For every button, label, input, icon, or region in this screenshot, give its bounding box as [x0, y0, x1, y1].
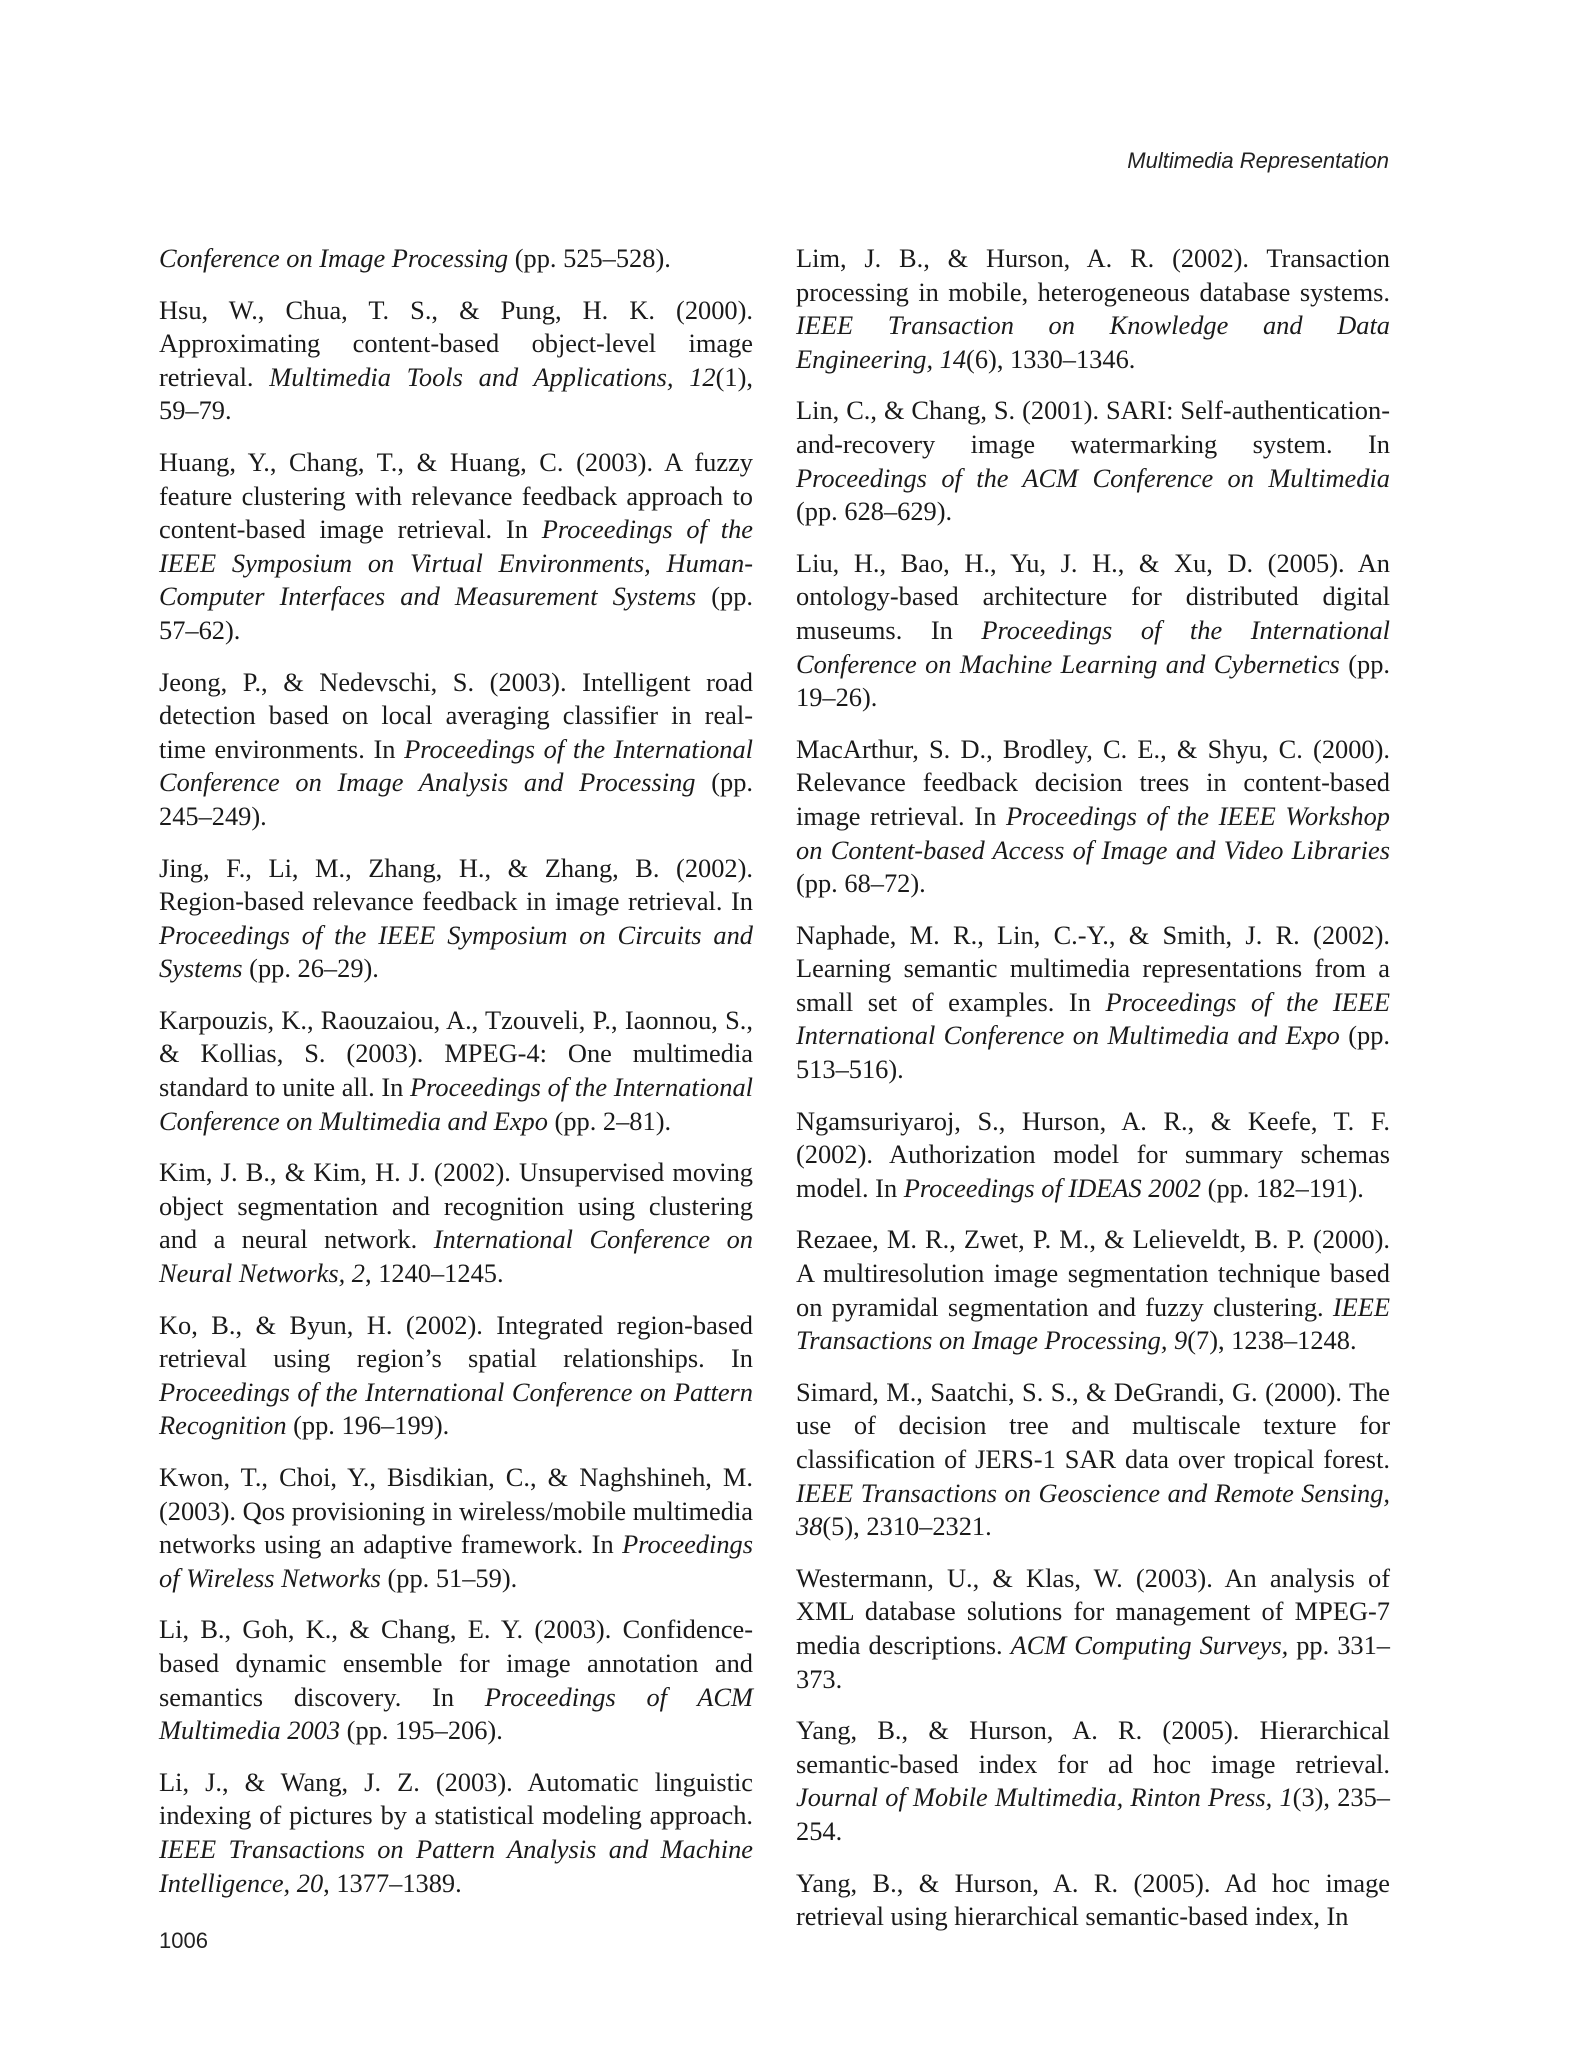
- reference-text: Simard, M., Saatchi, S. S., & DeGrandi, G. (2000). The use of decision tree and multiscale texture for classification of JERS-1 SAR data over tropical forest.: [796, 1376, 1390, 1474]
- reference-source-title: Proceedings of ACM Multimedia 2003: [159, 1681, 753, 1746]
- reference-text: Li, J., & Wang, J. Z. (2003). Automatic linguistic indexing of pictures by a statistical modeling approach.: [159, 1766, 753, 1831]
- reference-source-title: IEEE Transactions on Pattern Analysis and Machine Intelligence, 20: [159, 1833, 753, 1898]
- reference-text: Karpouzis, K., Raouzaiou, A., Tzouveli, P., Iaonnou, S., & Kollias, S. (2003). MPEG-4: One multimedia standard to unite all. In: [159, 1004, 753, 1103]
- reference-text: (1), 59–79.: [159, 361, 753, 426]
- reference-text: Liu, H., Bao, H., Yu, J. H., & Xu, D. (2005). An ontology-based architecture for distributed digital museums. In: [796, 547, 1390, 645]
- reference-entry: [796, 1562, 1390, 1696]
- reference-text: Ngamsuriyaroj, S., Hurson, A. R., & Keefe, T. F. (2002). Authorization model for summary schemas model. In: [796, 1105, 1390, 1203]
- reference-text: Li, B., Goh, K., & Chang, E. Y. (2003). Confidence-based dynamic ensemble for image annotation and semantics discovery. In: [159, 1614, 753, 1712]
- reference-entry: [796, 242, 1390, 376]
- reference-text: Rezaee, M. R., Zwet, P. M., & Lelieveldt, B. P. (2000). A multiresolution image segmentation technique based on pyramidal segmentation and fuzzy clustering.: [796, 1224, 1390, 1322]
- reference-source-title: Proceedings of the International Conference on Multimedia and Expo: [159, 1072, 753, 1136]
- reference-text: (pp. 57–62).: [159, 581, 753, 645]
- reference-entry: [159, 1613, 753, 1747]
- reference-text: (pp. 19–26).: [796, 648, 1390, 713]
- reference-entry: [796, 1714, 1390, 1848]
- reference-text: (pp. 182–191).: [1201, 1172, 1364, 1203]
- reference-source-title: Proceedings of the International Conference on Image Analysis and Processing: [159, 733, 753, 798]
- reference-text: MacArthur, S. D., Brodley, C. E., & Shyu, C. (2000). Relevance feedback decision trees in content-based image retrieval. In: [796, 733, 1390, 831]
- reference-text: (pp. 195–206).: [340, 1715, 503, 1746]
- reference-text: Huang, Y., Chang, T., & Huang, C. (2003). A fuzzy feature clustering with relevance feedback approach to content-based image retrieval. In: [159, 446, 753, 545]
- reference-entry: [159, 1766, 753, 1900]
- reference-entry: [159, 1461, 753, 1595]
- reference-entry: [159, 852, 753, 986]
- reference-text: Jing, F., Li, M., Zhang, H., & Zhang, B. (2002). Region-based relevance feedback in image retrieval. In: [159, 852, 753, 917]
- reference-text: Lin, C., & Chang, S. (2001). SARI: Self-authentication-and-recovery image watermarking system. In: [796, 395, 1390, 459]
- reference-source-title: IEEE Transaction on Knowledge and Data Engineering, 14: [796, 310, 1390, 374]
- reference-entry: [159, 1004, 753, 1138]
- reference-text: (7), 1238–1248.: [1187, 1325, 1357, 1356]
- reference-source-title: Proceedings of IDEAS 2002: [903, 1172, 1202, 1203]
- reference-entry: [796, 1105, 1390, 1206]
- reference-source-title: ACM Computing Surveys,: [1010, 1629, 1289, 1660]
- reference-entry: [159, 242, 753, 276]
- reference-text: (pp. 68–72).: [796, 868, 926, 899]
- reference-text: Kim, J. B., & Kim, H. J. (2002). Unsupervised moving object segmentation and recognition using clustering and a neural network.: [159, 1157, 753, 1255]
- running-header: Multimedia Representation: [1127, 148, 1389, 173]
- reference-text: (5), 2310–2321.: [822, 1511, 992, 1542]
- reference-text: (pp. 196–199).: [286, 1410, 450, 1441]
- reference-text: , 1377–1389.: [323, 1867, 462, 1898]
- reference-text: pp. 331–373.: [796, 1629, 1390, 1694]
- reference-text: (pp. 513–516).: [796, 1020, 1391, 1085]
- reference-text: Ko, B., & Byun, H. (2002). Integrated region-based retrieval using region’s spatial relationships. In: [159, 1309, 753, 1374]
- reference-entry: [796, 1867, 1390, 1934]
- reference-source-title: Proceedings of the International Conference on Machine Learning and Cybernetics: [796, 614, 1390, 679]
- reference-source-title: Proceedings of the IEEE Symposium on Virtual Environments, Human-Computer Interfaces and Measurement Systems: [159, 514, 753, 612]
- reference-entry: [796, 733, 1390, 901]
- reference-text: Hsu, W., Chua, T. S., & Pung, H. K. (2000). Approximating content-based object-level image retrieval.: [159, 294, 753, 392]
- reference-source-title: Proceedings of the International Conference on Pattern Recognition: [159, 1376, 753, 1441]
- reference-entry: [159, 1309, 753, 1443]
- reference-source-title: Proceedings of the IEEE Symposium on Circuits and Systems: [159, 919, 753, 984]
- reference-entry: [159, 666, 753, 834]
- reference-text: (pp. 628–629).: [796, 496, 953, 527]
- reference-text: Jeong, P., & Nedevschi, S. (2003). Intelligent road detection based on local averaging classifier in real-time environments. In: [159, 666, 753, 764]
- right-reference-column: [796, 242, 1390, 1952]
- reference-source-title: Multimedia Tools and Applications, 12: [269, 361, 716, 392]
- reference-text: (3), 235–254.: [796, 1782, 1391, 1846]
- reference-entry: [796, 919, 1390, 1087]
- reference-text: (6), 1330–1346.: [966, 343, 1136, 374]
- reference-text: (pp. 51–59).: [380, 1562, 518, 1593]
- reference-entry: [796, 1223, 1390, 1357]
- reference-entry: [796, 1376, 1390, 1544]
- reference-text: (pp. 26–29).: [242, 953, 379, 984]
- reference-source-title: Conference on Image Processing: [159, 243, 509, 273]
- reference-entry: [796, 547, 1390, 715]
- reference-text: Westermann, U., & Klas, W. (2003). An analysis of XML database solutions for management of MPEG-7 media descriptions.: [796, 1562, 1390, 1660]
- reference-source-title: Proceedings of the IEEE International Conference on Multimedia and Expo: [796, 986, 1390, 1051]
- reference-text: Yang, B., & Hurson, A. R. (2005). Ad hoc image retrieval using hierarchical semantic-based index, In: [796, 1867, 1390, 1932]
- reference-source-title: Proceedings of Wireless Networks: [159, 1529, 753, 1593]
- reference-source-title: IEEE Transactions on Geoscience and Remote Sensing, 38: [796, 1477, 1390, 1542]
- reference-text: (pp. 2–81).: [547, 1105, 672, 1136]
- reference-source-title: Proceedings of the IEEE Workshop on Content-based Access of Image and Video Libraries: [796, 800, 1390, 865]
- reference-entry: [796, 394, 1390, 528]
- reference-source-title: Journal of Mobile Multimedia, Rinton Press, 1: [796, 1782, 1293, 1813]
- reference-text: (pp. 525–528).: [508, 243, 671, 273]
- reference-text: (pp. 245–249).: [159, 767, 753, 831]
- left-reference-column: [159, 242, 753, 1918]
- reference-source-title: Proceedings of the ACM Conference on Multimedia: [796, 462, 1390, 493]
- reference-text: , 1240–1245.: [365, 1258, 504, 1289]
- reference-source-title: International Conference on Neural Networks, 2: [159, 1224, 753, 1289]
- reference-entry: [159, 1156, 753, 1290]
- reference-text: Naphade, M. R., Lin, C.-Y., & Smith, J. R. (2002). Learning semantic multimedia representations from a small set of examples. In: [796, 919, 1390, 1017]
- reference-text: Yang, B., & Hurson, A. R. (2005). Hierarchical semantic-based index for ad hoc image retrieval.: [796, 1715, 1390, 1779]
- reference-source-title: IEEE Transactions on Image Processing, 9: [796, 1291, 1390, 1356]
- reference-entry: [159, 294, 753, 428]
- page-number: 1006: [159, 1928, 208, 1953]
- reference-entry: [159, 446, 753, 648]
- reference-text: Lim, J. B., & Hurson, A. R. (2002). Transaction processing in mobile, heterogeneous database systems.: [796, 243, 1390, 307]
- reference-text: Kwon, T., Choi, Y., Bisdikian, C., & Naghshineh, M. (2003). Qos provisioning in wireless/mobile multimedia networks using an adaptive framework. In: [159, 1462, 753, 1560]
